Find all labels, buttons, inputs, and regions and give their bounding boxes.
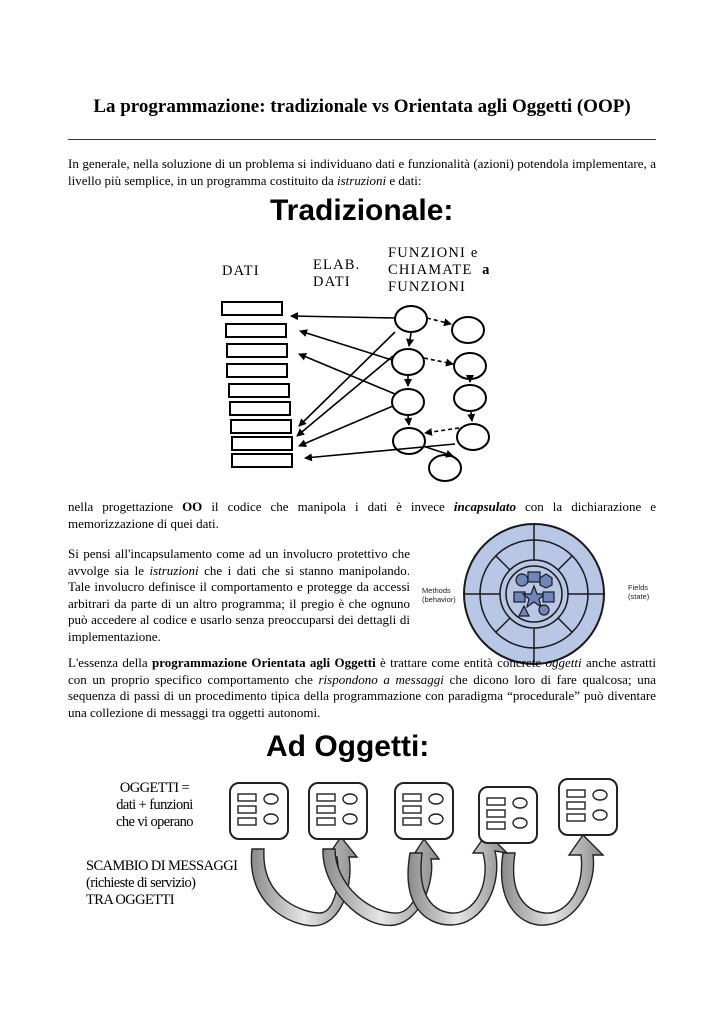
data-box [222,302,282,315]
object-diagram [462,522,606,666]
call-arrow [409,333,411,346]
call-arrow [408,416,409,425]
data-box [232,437,292,450]
function-circle [395,306,427,332]
function-circle [392,389,424,415]
data-box [229,384,289,397]
progettazione-paragraph: nella progettazione OO il codice che manipola i dati è invece incapsulato con la dichiarazione e memorizzazione di quei dati. [68,499,657,531]
label-funzioni: FUNZIONI e CHIAMATE a FUNZIONI [388,245,491,295]
label-scambio-messaggi: SCAMBIO DI MESSAGGI (richieste di servizio) TRA OGGETTI [86,858,238,908]
function-circle [392,349,424,375]
data-box [227,344,287,357]
function-circle [454,385,486,411]
oggetti-title: Ad Oggetti: [266,730,430,763]
call-arrow [423,446,453,456]
data-box [231,420,291,433]
methods-label: Methods (behavior) [422,586,456,604]
call-arrow [300,331,392,360]
call-arrow [291,316,395,318]
data-box [226,324,286,337]
call-arrow [427,318,451,324]
incapsulamento-paragraph: Si pensi all'incapsulamento come ad un involucro protettivo che avvolge sia le istruzioni che i dati che si stanno manipolando. Tale involucro definisce il comportamento e protegge da accessi arbitrari da parte di un altro programma; il pregio è che ognuno può accedere al codice e usarlo senza preoccuparsi dei dettagli di implementazione. [68,546,410,644]
label-dati: DATI [222,263,260,279]
data-box [232,454,292,467]
tradizionale-title: Tradizionale: [270,194,454,227]
call-arrow [297,356,393,436]
title-rule [68,139,656,140]
fields-label: Fields (state) [628,583,650,601]
call-arrow [424,358,453,364]
call-arrow [425,428,459,433]
label-elab-dati: ELAB. DATI [313,257,361,290]
function-circle [452,317,484,343]
call-arrow [305,444,455,458]
page-title: La programmazione: tradizionale vs Orientata agli Oggetti (OOP) [93,96,631,117]
data-box [227,364,287,377]
function-circle [454,353,486,379]
essenza-paragraph: L'essenza della programmazione Orientata agli Oggetti è trattare come entità concrete oggetti anche astratti con un proprio specifico comportamento che rispondono a messaggi che dicono loro di fare qualcosa; una sequenza di passi di un procedimento tipica della programmazione con paradigma “procedurale” può diventare una collezione di messaggi tra oggetti autonomi. [68,655,657,720]
message-arrow [502,835,603,925]
function-circle [457,424,489,450]
call-arrow [471,412,472,421]
call-arrow [299,354,395,394]
data-box [230,402,290,415]
traditional-diagram [215,296,505,486]
objects-diagram [225,775,655,935]
label-oggetti-definition: OGGETTI = dati + funzioni che vi operano [116,780,193,830]
intro-paragraph: In generale, nella soluzione di un problema si individuano dati e funzionalità (azioni) potendola implementare, a livello più semplice, in un programma costituito da istruzioni e dati: [68,156,656,188]
function-circle [429,455,461,481]
